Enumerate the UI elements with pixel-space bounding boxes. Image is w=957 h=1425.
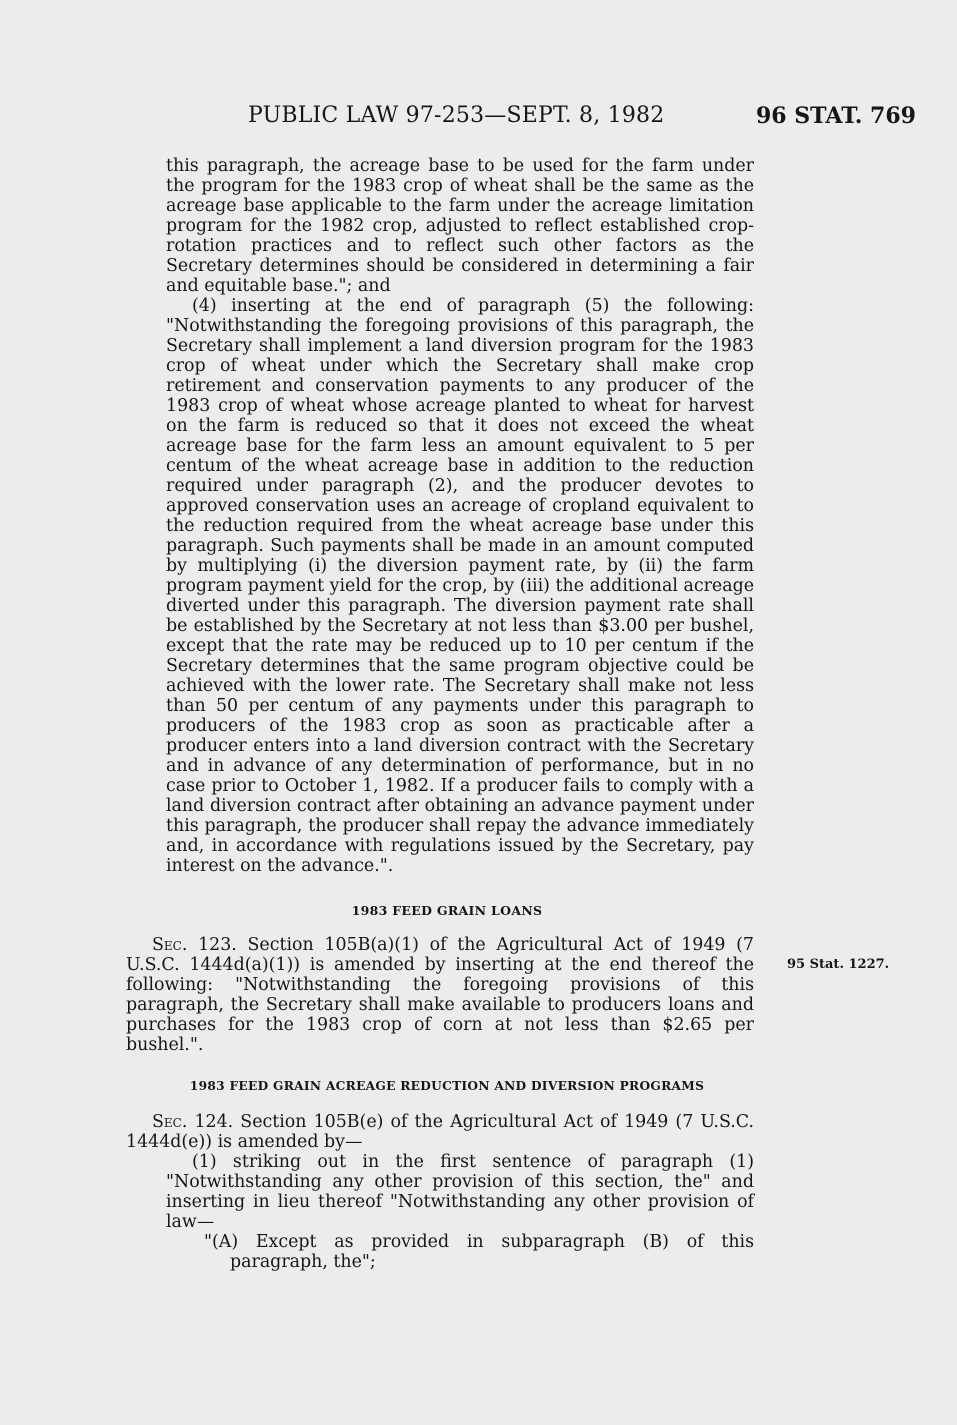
margin-note-stat-citation: 95 Stat. 1227. (787, 957, 890, 972)
section-124-item-1: (1) striking out in the first sentence of paragraph (1) "Notwithstanding any other provision of this section, the" and inserting in lieu thereof "Notwithstanding any other provision of law— (166, 1152, 754, 1232)
section-123-text: Section 105B(a)(1) of the Agricultural Act of 1949 (7 U.S.C. 1444d(a)(1)) is amended by inserting at the end thereof the following: "Notwithstanding the foregoing provisions of this paragraph, the Secretary shall make available to producers loans and purchases for the 1983 crop of corn at not less than $2.65 per bushel.". (126, 935, 754, 1055)
section-123-label: Sec. 123. (152, 935, 237, 955)
continuation-paragraph: this paragraph, the acreage base to be used for the farm under the program for the 1983 crop of wheat shall be the same as the acreage base applicable to the farm under the acreage limitation program for the 1982 crop, adjusted to reflect established crop-rotation practices and to reflect such other factors as the Secretary determines should be considered in determining a fair and equitable base."; and (166, 156, 754, 296)
section-123-paragraph (126, 935, 754, 1055)
section-123-block (126, 935, 754, 1055)
running-header-title: PUBLIC LAW 97-253—SEPT. 8, 1982 (248, 103, 665, 128)
section-123-heading: 1983 FEED GRAIN LOANS (351, 903, 543, 918)
section-124-text: Section 105B(e) of the Agricultural Act of 1949 (7 U.S.C. 1444d(e)) is amended by— (126, 1112, 754, 1152)
item-4-paragraph: (4) inserting at the end of paragraph (5) the following: "Notwithstanding the foregoing provisions of this paragraph, the Secretary shall implement a land diversion program for the 1983 crop of wheat under which the Secretary shall make crop retirement and conservation payments to any producer of the 1983 crop of wheat whose acreage planted to wheat for harvest on the farm is reduced so that it does not exceed the wheat acreage base for the farm less an amount equivalent to 5 per centum of the wheat acreage base in addition to the reduction required under paragraph (2), and the producer devotes to approved conservation uses an acreage of cropland equivalent to the reduction required from the wheat acreage base under this paragraph. Such payments shall be made in an amount computed by multiplying (i) the diversion payment rate, by (ii) the farm program payment yield for the crop, by (iii) the additional acreage diverted under this paragraph. The diversion payment rate shall be established by the Secretary at not less than $3.00 per bushel, except that the rate may be reduced up to 10 per centum if the Secretary determines that the same program objective could be achieved with the lower rate. The Secretary shall make not less than 50 per centum of any payments under this paragraph to producers of the 1983 crop as soon as practicable after a producer enters into a land diversion contract with the Secretary and in advance of any determination of performance, but in no case prior to October 1, 1982. If a producer fails to comply with a land diversion contract after obtaining an advance payment under this paragraph, the producer shall repay the advance immediately and, in accordance with regulations issued by the Secretary, pay interest on the advance.". (166, 296, 754, 876)
section-124-label: Sec. 124. (152, 1112, 234, 1132)
main-text-block (140, 156, 754, 876)
stat-page-number: 96 STAT. 769 (756, 103, 916, 129)
section-124-item-a: "(A) Except as provided in subparagraph (B) of this paragraph, the"; (204, 1232, 754, 1272)
section-124-paragraph (126, 1112, 754, 1152)
section-124-block (126, 1112, 754, 1272)
section-124-heading: 1983 FEED GRAIN ACREAGE REDUCTION AND DIVERSION PROGRAMS (189, 1079, 705, 1093)
